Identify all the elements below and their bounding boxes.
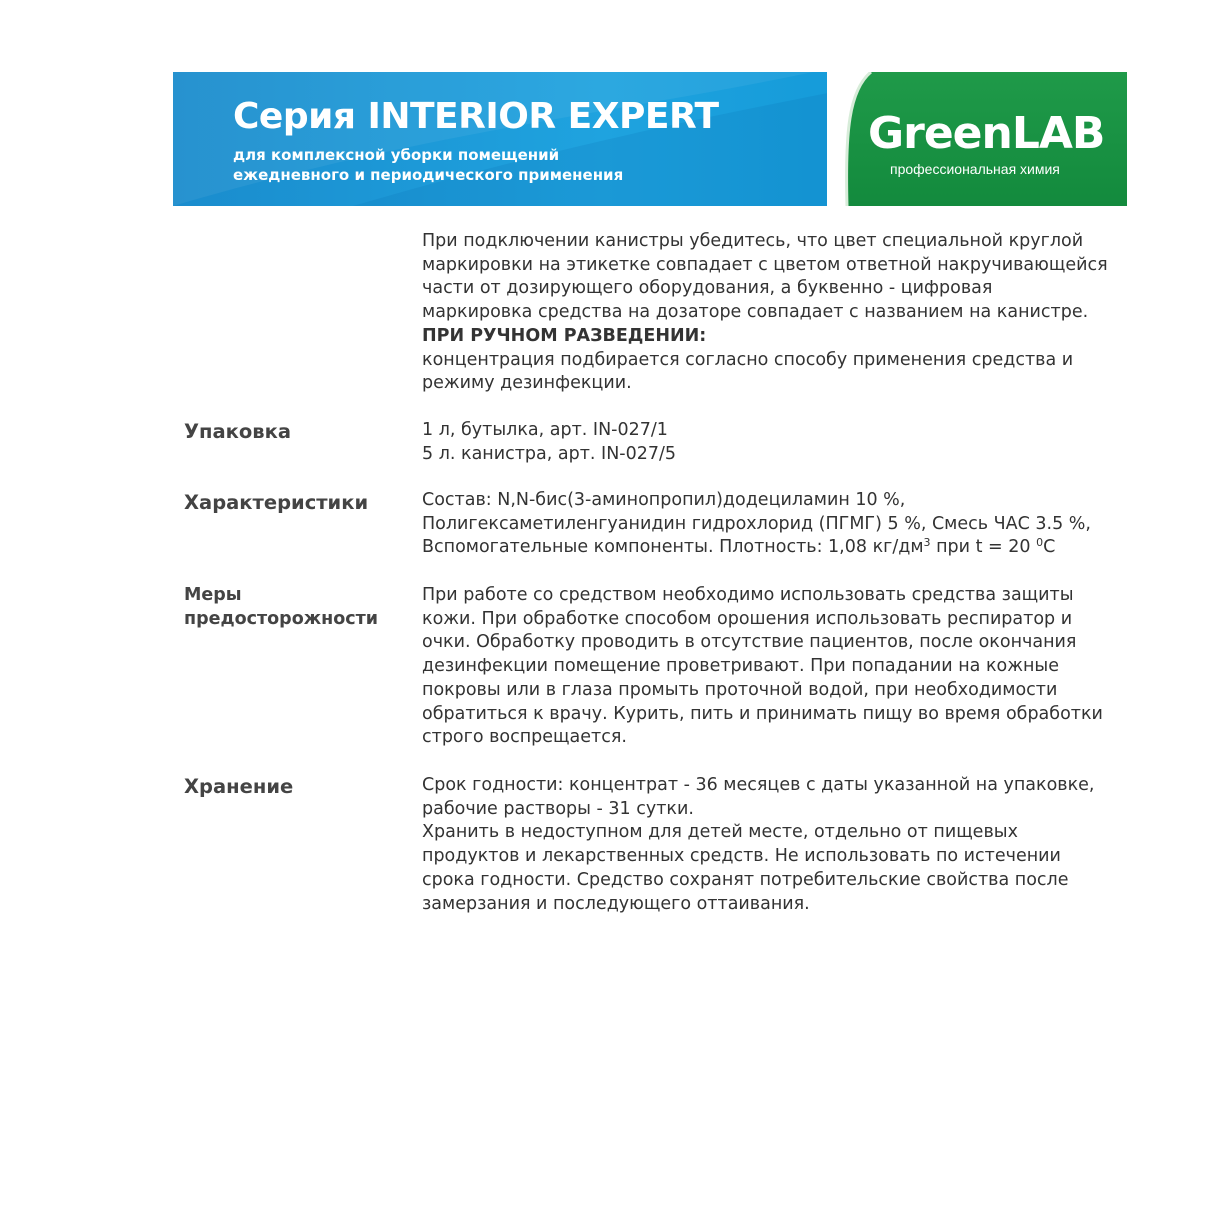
header-banner bbox=[173, 72, 1127, 206]
density-unit-superscript: 3 bbox=[923, 536, 931, 550]
density-text: Вспомогательные компоненты. Плотность: 1,08 кг/дм bbox=[422, 537, 924, 558]
composition-line1: Состав: N,N-бис(3-аминопропил)додециламин 10 %, bbox=[422, 490, 906, 510]
characteristics-label: Характеристики bbox=[184, 491, 369, 514]
banner-subtitle-line1: для комплексной уборки помещений bbox=[233, 146, 560, 164]
greenlab-logo-subtitle: профессиональная химия bbox=[890, 161, 1060, 177]
packaging-label: Упаковка bbox=[184, 420, 292, 443]
banner-title: Серия INTERIOR EXPERT bbox=[233, 96, 719, 137]
precautions-label: Меры предосторожности bbox=[184, 585, 379, 629]
precautions-text: При работе со средством необходимо использовать средства защиты кожи. При обработке способом орошения использовать респиратор и очки. Обработку проводить в отсутствие пациентов, после окончания дезинфекции помещение проветривают. При попадании на кожные покровы или в глаза промыть проточной водой, при необходимости обратиться к врачу. Курить, пить и принимать пищу во время обработки строго воспрещается. bbox=[422, 585, 1103, 748]
intro-block bbox=[422, 230, 1142, 396]
celsius-text: С bbox=[1043, 537, 1056, 558]
storage-text: Срок годности: концентрат - 36 месяцев с даты указанной на упаковке, рабочие растворы - 31 сутки. Хранить в недоступном для детей месте, отдельно от пищевых продуктов и лекарственных средств. Не использовать по истечении срока годности. Средство сохранят потребительские свойства после замерзания и последующего оттаивания. bbox=[422, 775, 1095, 914]
temperature-text: при t = 20 bbox=[930, 537, 1037, 558]
composition-line2: Полигексаметиленгуанидин гидрохлорид (ПГМГ) 5 %, Смесь ЧАС 3.5 %, bbox=[422, 513, 1091, 534]
degree-superscript: 0 bbox=[1036, 536, 1044, 550]
intro-paragraph: При подключении канистры убедитесь, что цвет специальной круглой маркировки на этикетке совпадает с цветом ответной накручивающейся части от дозирующего оборудования, а буквенно - цифровая маркировка средства на дозаторе совпадает с названием на канистре. bbox=[422, 231, 1108, 323]
banner-subtitle-line2: ежедневного и периодического применения bbox=[233, 166, 624, 184]
storage-label: Хранение bbox=[184, 775, 294, 798]
composition-line3 bbox=[422, 536, 1142, 560]
greenlab-logo: GreenLAB bbox=[868, 108, 1105, 159]
characteristics-text bbox=[422, 489, 1142, 560]
manual-dilution-heading: ПРИ РУЧНОМ РАЗВЕДЕНИИ: bbox=[422, 325, 707, 346]
manual-dilution-text: концентрация подбирается согласно способу применения средства и режиму дезинфекции. bbox=[422, 349, 1074, 394]
packaging-text: 1 л, бутылка, арт. IN-027/1 5 л. канистра, арт. IN-027/5 bbox=[422, 420, 677, 464]
